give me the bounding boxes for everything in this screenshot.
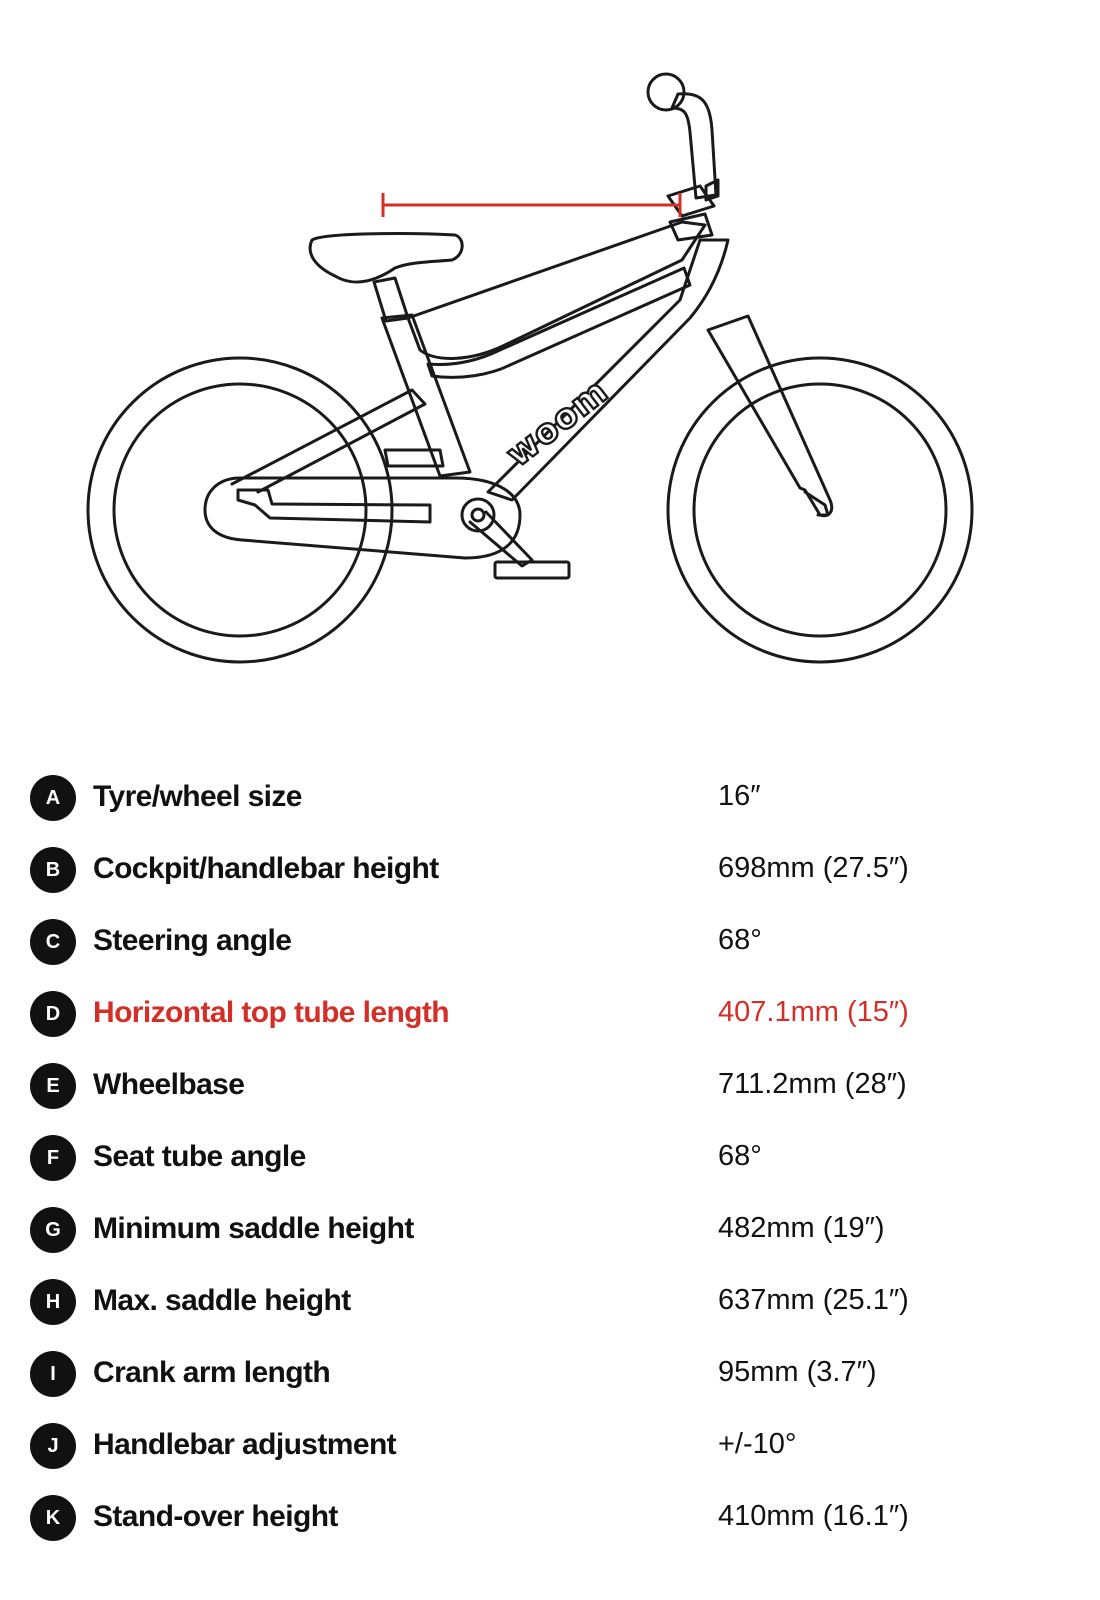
spec-row [0, 1050, 1100, 1122]
head-tube [670, 214, 712, 240]
spec-value: 711.2mm (28″) [718, 1068, 907, 1100]
front-wheel [668, 358, 972, 662]
spec-label: Crank arm length [93, 1356, 331, 1389]
spec-value: +/-10° [718, 1428, 797, 1460]
spec-letter-badge: C [30, 919, 76, 965]
spec-value: 16″ [718, 780, 761, 812]
handlebar [672, 94, 716, 198]
spec-row [0, 978, 1100, 1050]
spec-label: Stand-over height [93, 1500, 338, 1533]
spec-label: Max. saddle height [93, 1284, 351, 1317]
spec-letter-badge: A [30, 775, 76, 821]
spec-label: Cockpit/handlebar height [93, 852, 439, 885]
spec-value: 68° [718, 1140, 762, 1172]
spec-value: 637mm (25.1″) [718, 1284, 909, 1316]
spec-letter-badge: K [30, 1495, 76, 1541]
top-tube-cutout [428, 268, 690, 377]
top-tube-measure-line [383, 193, 680, 217]
spec-row [0, 1482, 1100, 1554]
spec-label: Horizontal top tube length [93, 996, 450, 1029]
spec-label: Handlebar adjustment [93, 1428, 397, 1461]
spec-letter-badge: H [30, 1279, 76, 1325]
spec-value: 410mm (16.1″) [718, 1500, 909, 1532]
spec-row [0, 1410, 1100, 1482]
spec-row [0, 906, 1100, 978]
rear-wheel [88, 358, 392, 662]
main-frame [408, 222, 705, 358]
spec-value: 68° [718, 924, 762, 956]
spec-value: 95mm (3.7″) [718, 1356, 877, 1388]
spec-label: Steering angle [93, 924, 292, 957]
spec-row [0, 1122, 1100, 1194]
spec-row [0, 1266, 1100, 1338]
spec-label: Seat tube angle [93, 1140, 306, 1173]
spec-letter-badge: B [30, 847, 76, 893]
spec-letter-badge: J [30, 1423, 76, 1469]
spec-letter-badge: F [30, 1135, 76, 1181]
fork [708, 316, 832, 516]
spec-letter-badge: D [30, 991, 76, 1037]
spec-letter-badge: I [30, 1351, 76, 1397]
spec-list [0, 762, 1100, 1554]
spec-label: Minimum saddle height [93, 1212, 414, 1245]
chainstay-slot [238, 490, 430, 522]
spec-row [0, 1194, 1100, 1266]
spec-row [0, 1338, 1100, 1410]
spec-value: 698mm (27.5″) [718, 852, 909, 884]
spec-row [0, 762, 1100, 834]
spec-label: Wheelbase [93, 1068, 245, 1101]
spec-letter-badge: E [30, 1063, 76, 1109]
saddle [310, 234, 462, 282]
seat-tube [382, 315, 470, 476]
handlebar-grip [648, 74, 684, 110]
spec-row [0, 834, 1100, 906]
spec-label: Tyre/wheel size [93, 780, 302, 813]
spec-value: 407.1mm (15″) [718, 996, 909, 1028]
bike-diagram [0, 0, 1100, 720]
brand-text: woom [498, 371, 617, 476]
spec-letter-badge: G [30, 1207, 76, 1253]
spec-value: 482mm (19″) [718, 1212, 885, 1244]
